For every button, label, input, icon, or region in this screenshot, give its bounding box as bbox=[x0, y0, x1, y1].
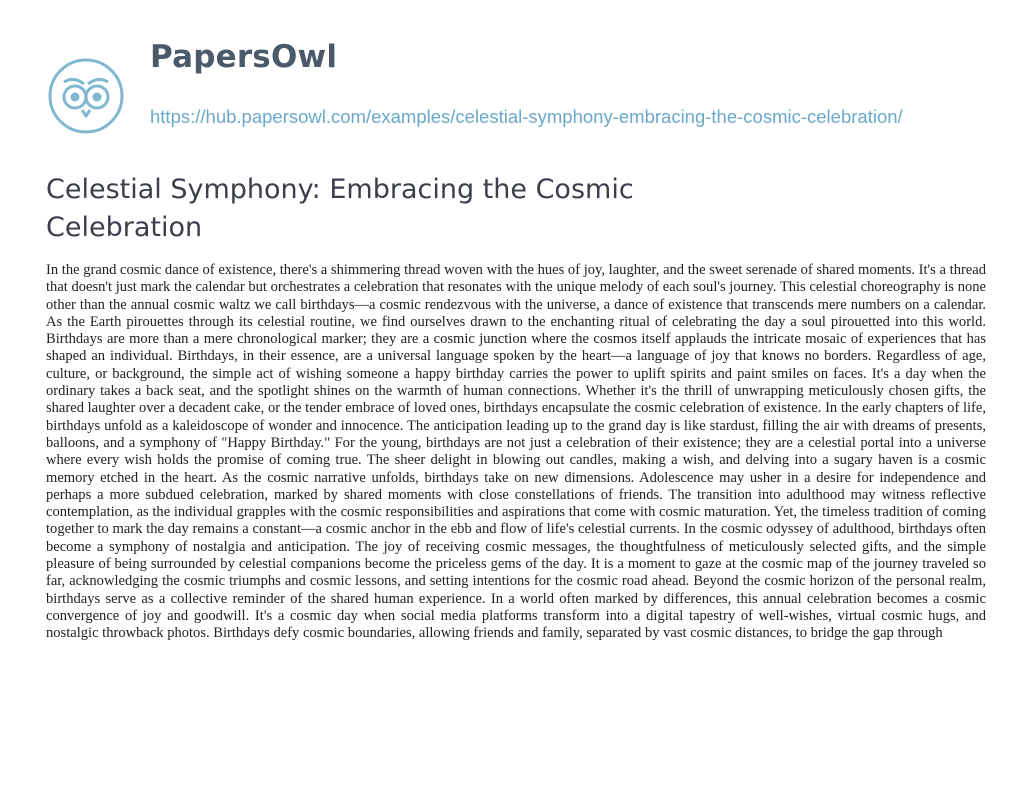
source-url-link[interactable]: https://hub.papersowl.com/examples/celestial-symphony-embracing-the-cosmic-celebration/ bbox=[150, 106, 903, 127]
brand-name[interactable]: PapersOwl bbox=[150, 39, 338, 75]
owl-logo-icon[interactable] bbox=[48, 58, 124, 134]
site-header bbox=[38, 20, 988, 128]
page-title: Celestial Symphony: Embracing the Cosmic Celebration bbox=[46, 174, 634, 243]
article-body: In the grand cosmic dance of existence, there's a shimmering thread woven with the hues of joy, laughter, and the sweet serenade of shared moments. It's a thread that doesn't just mark the calendar but orchestrates a celebration that resonates with the unique melody of each soul's journey. This celestial choreography is none other than the annual cosmic waltz we call birthdays—a cosmic rendezvous with the universe, a dance of existence that transcends mere numbers on a calendar. As the Earth pirouettes through its celestial routine, we find ourselves drawn to the enchanting ritual of celebrating the day a soul pirouetted into this world. Birthdays are more than a mere chronological marker; they are a cosmic junction where the cosmos itself applauds the intricate mosaic of experiences that has shaped an individual. Birthdays, in their essence, are a universal language spoken by the heart—a language of joy that knows no borders. Regardless of age, culture, or background, the simple act of wishing someone a happy birthday carries the power to uplift spirits and paint smiles on faces. It's a day when the ordinary takes a back seat, and the spotlight shines on the warmth of human connections. Whether it's the thrill of unwrapping meticulously chosen gifts, the shared laughter over a decadent cake, or the tender embrace of loved ones, birthdays encapsulate the cosmic celebration of existence. In the early chapters of life, birthdays unfold as a kaleidoscope of wonder and innocence. The anticipation leading up to the grand day is like stardust, filling the air with dreams of presents, balloons, and a symphony of "Happy Birthday." For the young, birthdays are not just a celebration of their existence; they are a celestial portal into a universe where every wish holds the promise of coming true. The sheer delight in blowing out candles, making a wish, and delving into a sugary haven is a cosmic memory etched in the heart. As the cosmic narrative unfolds, birthdays take on new dimensions. Adolescence may usher in a desire for independence and perhaps a more subdued celebration, marked by shared moments with close constellations of friends. The transition into adulthood may witness reflective contemplation, as the individual grapples with the cosmic responsibilities and aspirations that come with cosmic maturation. Yet, the timeless tradition of coming together to mark the day remains a constant—a cosmic anchor in the ebb and flow of life's celestial currents. In the cosmic odyssey of adulthood, birthdays often become a symphony of nostalgia and anticipation. The joy of receiving cosmic messages, the thoughtfulness of meticulously selected gifts, and the simple pleasure of being surrounded by celestial companions become the priceless gems of the day. It is a moment to gaze at the cosmic map of the journey traveled so far, acknowledging the cosmic triumphs and cosmic lessons, and setting intentions for the cosmic road ahead. Beyond the cosmic horizon of the personal realm, birthdays serve as a collective reminder of the shared human experience. In a world often marked by differences, this annual celebration becomes a cosmic convergence of joy and goodwill. It's a cosmic day when social media platforms transform into a digital tapestry of well-wishes, virtual cosmic hugs, and nostalgic throwback photos. Birthdays defy cosmic boundaries, allowing friends and family, separated by vast cosmic distances, to bridge the gap through bbox=[46, 262, 986, 642]
